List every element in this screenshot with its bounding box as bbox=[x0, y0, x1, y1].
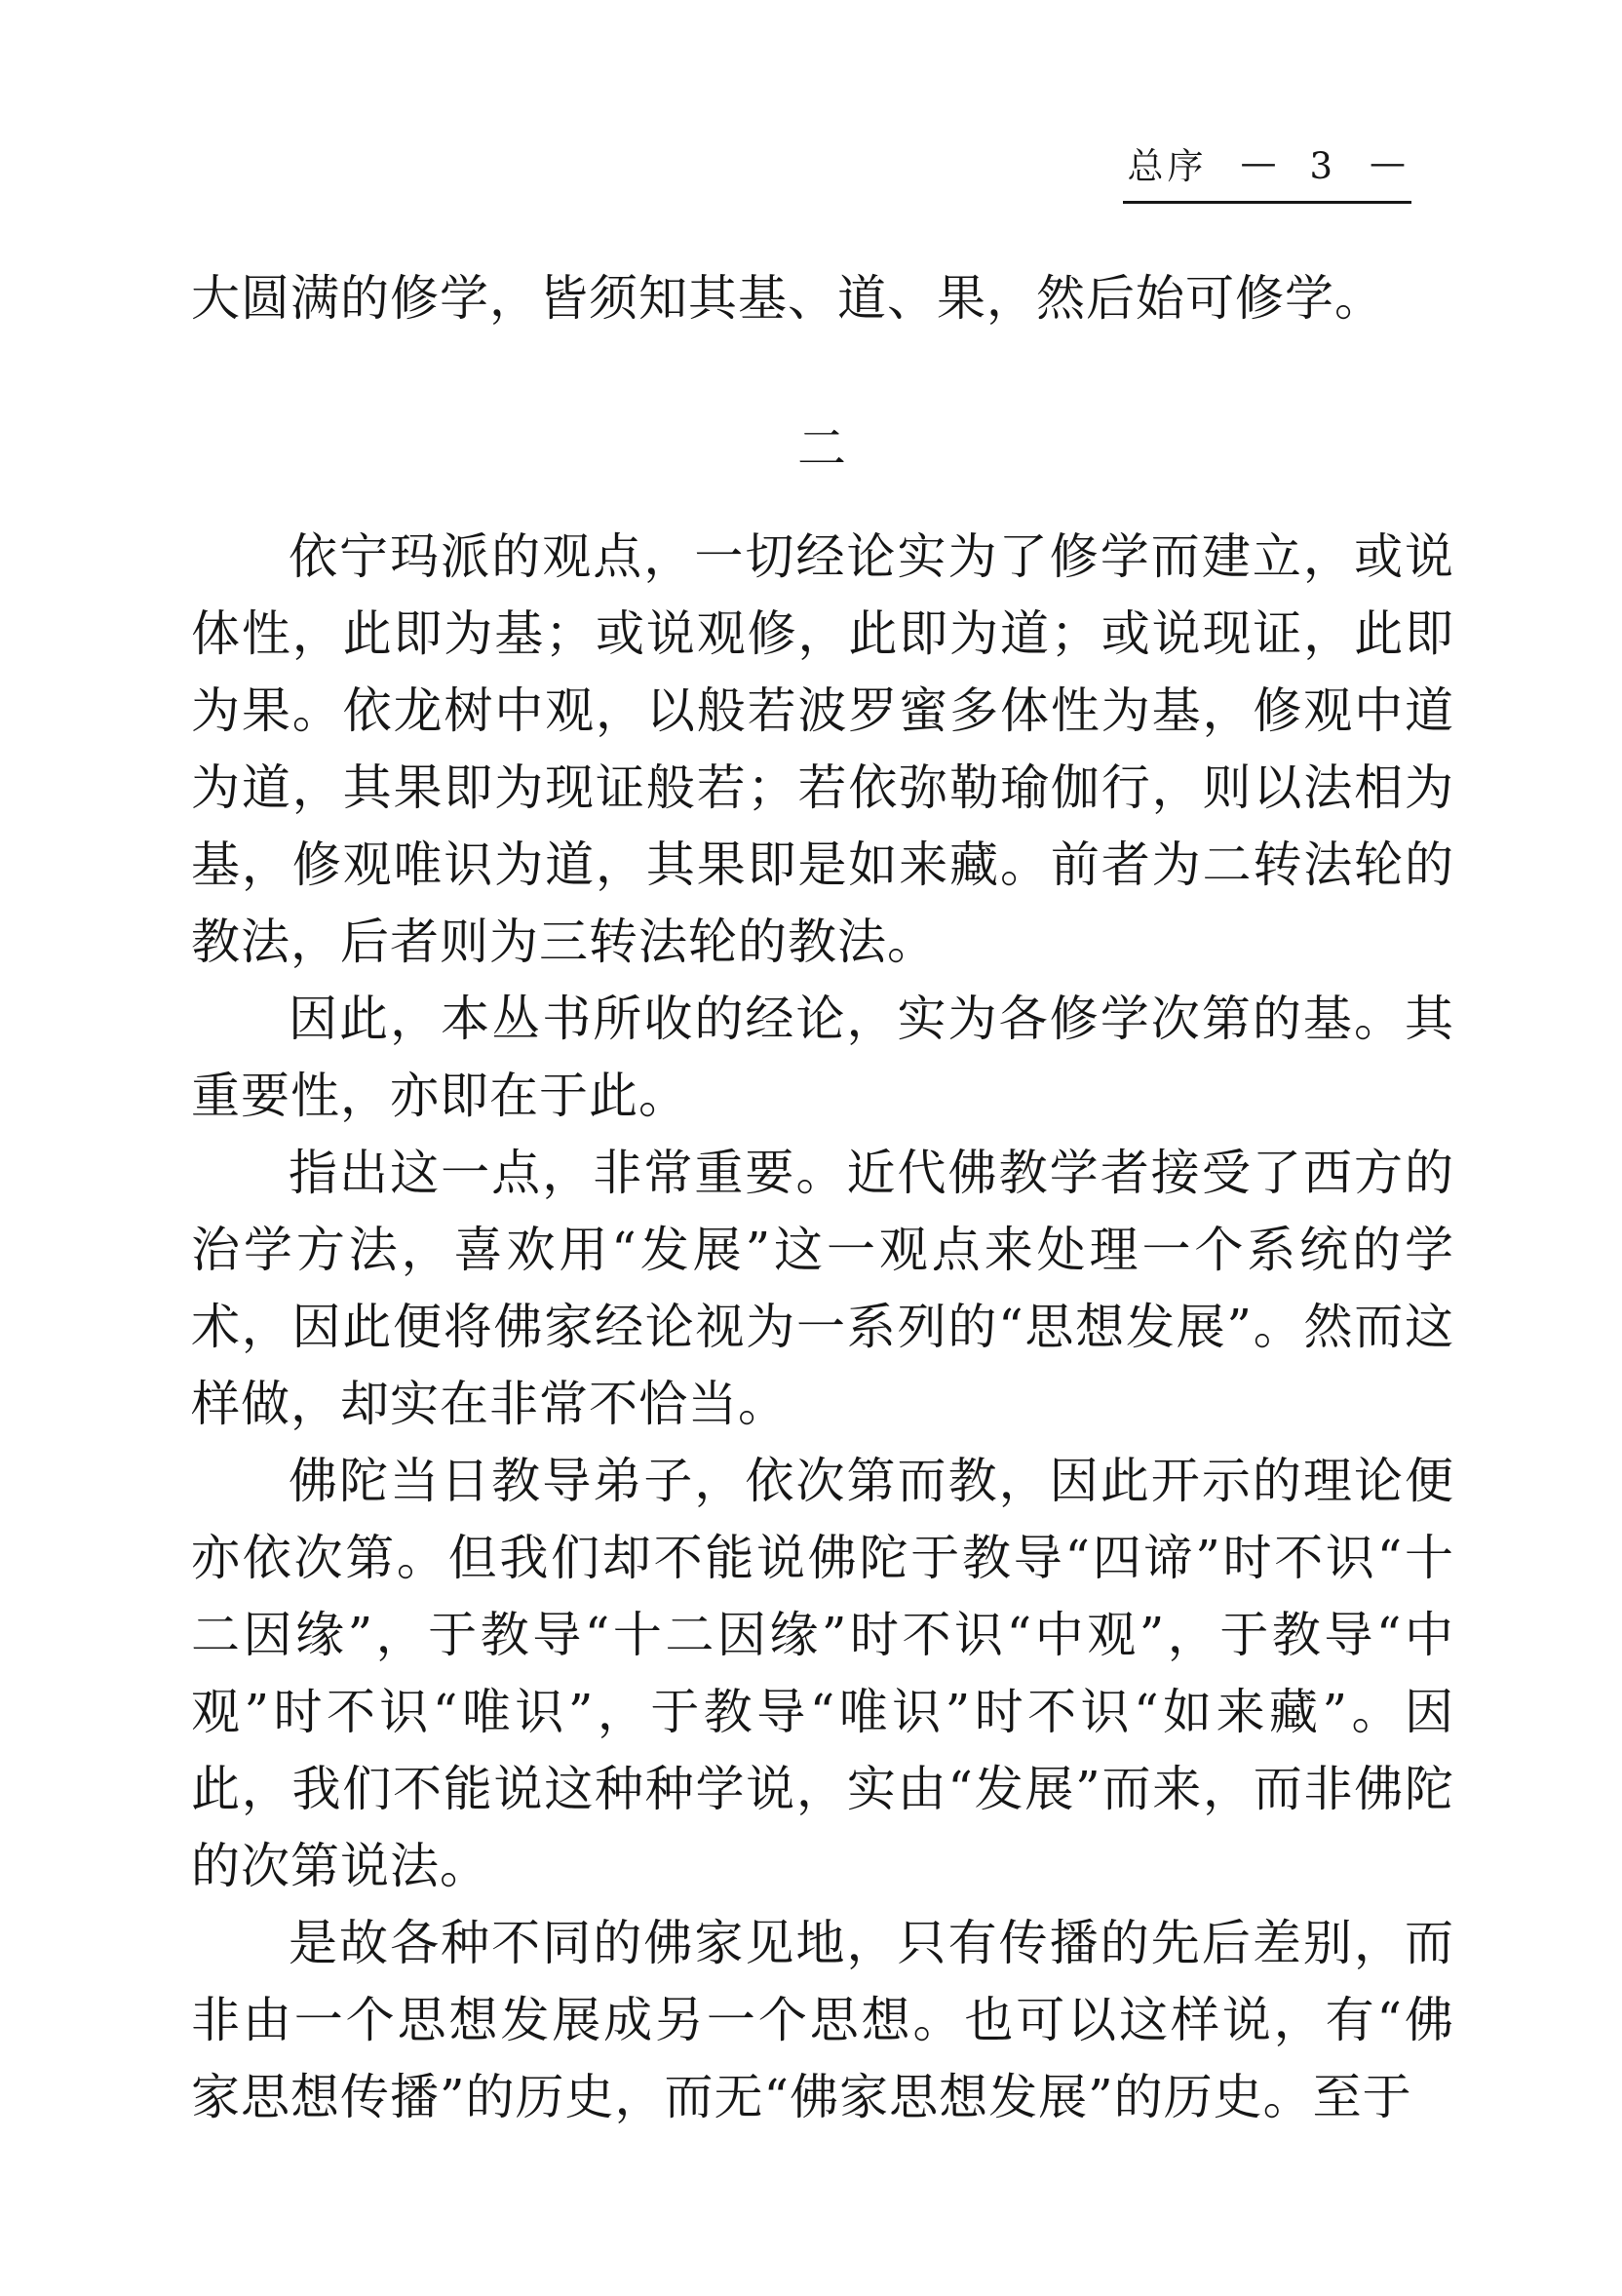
running-head bbox=[1123, 142, 1411, 204]
intro-continuation-line: 大圆满的修学，皆须知其基、道、果，然后始可修学。 bbox=[191, 270, 1384, 327]
running-head-row bbox=[191, 142, 1454, 204]
paragraph-5: 是故各种不同的佛家见地，只有传播的先后差别，而非由一个思想发展成另一个思想。也可以这样说，有“佛家思想传播”的历史，而无“佛家思想发展”的历史。至于 bbox=[191, 1915, 1454, 2125]
paragraph-4: 佛陀当日教导弟子，依次第而教，因此开示的理论便亦依次第。但我们却不能说佛陀于教导“四谛”时不识“十二因缘”，于教导“十二因缘”时不识“中观”，于教导“中观”时不识“唯识”，于教导“唯识”时不识“如来藏”。因此，我们不能说这种种学说，实由“发展”而来，而非佛陀的次第说法。 bbox=[191, 1453, 1454, 1894]
paragraph-2: 因此，本丛书所收的经论，实为各修学次第的基。其重要性，亦即在于此。 bbox=[191, 991, 1454, 1124]
section-heading: 二 bbox=[797, 420, 848, 477]
paragraph-3: 指出这一点，非常重要。近代佛教学者接受了西方的治学方法，喜欢用“发展”这一观点来处理一个系统的学术，因此便将佛家经论视为一系列的“思想发展”。然而这样做，却实在非常不恰当。 bbox=[191, 1145, 1454, 1432]
running-head-dash-left: — bbox=[1240, 141, 1277, 183]
running-head-dash-right: — bbox=[1370, 141, 1406, 183]
page-number: 3 bbox=[1309, 145, 1336, 187]
paragraph-1: 依宁玛派的观点，一切经论实为了修学而建立，或说体性，此即为基；或说观修，此即为道；或说现证，此即为果。依龙树中观，以般若波罗蜜多体性为基，修观中道为道，其果即为现证般若；若依弥勒瑜伽行，则以法相为基，修观唯识为道，其果即是如来藏。前者为二转法轮的教法，后者则为三转法轮的教法。 bbox=[191, 528, 1454, 970]
running-head-section-title: 总序 bbox=[1127, 145, 1208, 187]
